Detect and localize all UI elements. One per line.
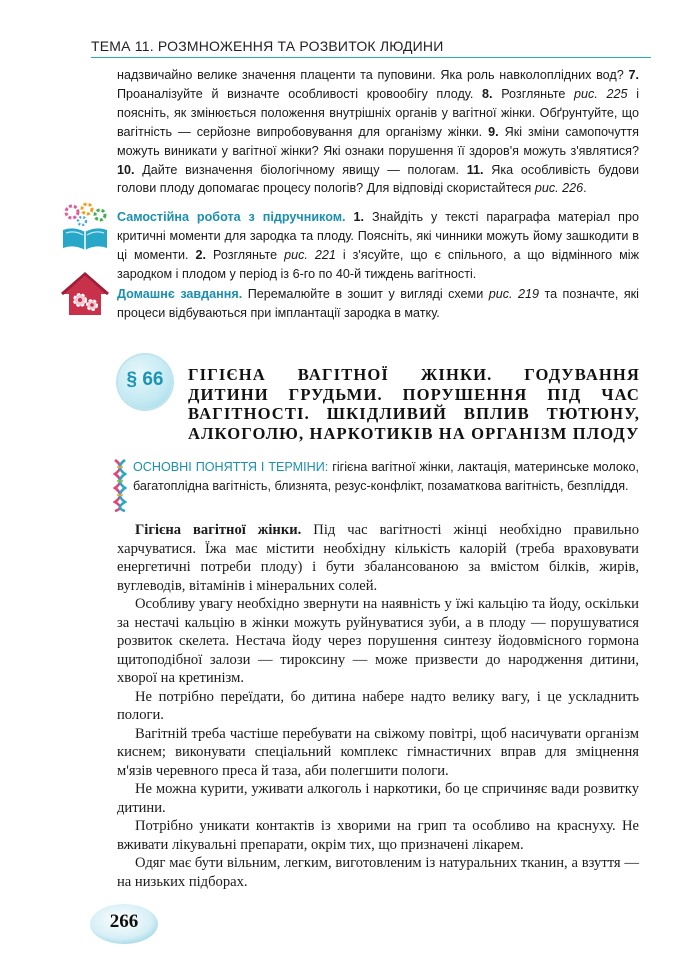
paragraph: Одяг має бути вільним, легким, виготовленим із натуральних тканин, а взуття — на низьких підборах. <box>117 855 639 890</box>
question-text: . <box>583 181 587 196</box>
key-terms-text: гігієна вагітної жінки, лактація, материнське молоко, багатоплідна вагітність, близнята, резус-конфлікт, позаматкова вагітність, безпліддя. <box>133 460 640 493</box>
questions-block <box>117 66 639 198</box>
paragraph <box>117 521 639 595</box>
homework-label: Домашнє завдання. <box>117 287 243 301</box>
question-text: надзвичайно велике значення плаценти та пуповини. Яка роль навколоплідних вод? <box>117 68 629 82</box>
paragraph: Не можна курити, уживати алкоголь і наркотики, бо це спричиняє вади розвитку дитини. <box>117 781 639 816</box>
task-number: 2. <box>195 247 207 262</box>
section-number-badge <box>118 355 172 409</box>
question-number: 8. <box>482 86 493 101</box>
task-text: Знайдіть у тексті параграфа матеріал про критичні моменти для зародка та плоду. Поясніть, які чинники можуть йому зашкодити в ці моменти. <box>117 210 640 262</box>
question-number: 7. <box>628 68 639 82</box>
figure-reference: рис. 221 <box>284 247 336 262</box>
figure-reference: рис. 225 <box>574 86 628 101</box>
figure-reference: рис. 226 <box>534 181 584 196</box>
paragraph: Особливу увагу необхідно звернути на наявність у їжі кальцію та йоду, оскільки за нестачі кальцію в жінки можуть руйнуватися зуби, а в плоду — порушуватися розвиток скелета. Нестача йоду через порушення синтезу йодовмісного гормона щитоподібної залози — тироксину — може призвести до народження дитини, хворої на кретинізм. <box>117 596 639 686</box>
section-number: § 66 <box>126 369 164 390</box>
task-number: 1. <box>353 210 365 224</box>
dna-icon <box>112 458 128 512</box>
question-number: 11. <box>466 162 484 177</box>
homework-text: та позначте, які процеси відбуваються при імплантації зародка в матку. <box>117 287 639 320</box>
self-work-block <box>117 208 639 284</box>
paragraph-text: Під час вагітності жінці необхідно правильно харчуватися. Їжа має містити необхідну кількість калорій (треба враховувати енергетичні потреби плоду) і бути збалансованою за вмістом білків, жирів, вуглеводів, вітамінів і мінеральних солей. <box>117 522 639 594</box>
paragraph: Потрібно уникати контактів із хворими на грип та особливо на краснуху. Не вживати лікувальні препарати, окрім тих, що призначені лікарем. <box>117 818 639 853</box>
question-text: і поясніть, як змінюється положення внутрішніх органів у вагітної жінки. Обґрунтуйте, що вагітність — серйозне випробовування для організму жінки. <box>117 86 639 139</box>
homework-text: Перемалюйте в зошит у вигляді схеми <box>242 287 489 301</box>
question-number: 9. <box>488 124 499 139</box>
section-title: ГІГІЄНА ВАГІТНОЇ ЖІНКИ. ГОДУВАННЯ ДИТИНИ ГРУДЬМИ. ПОРУШЕННЯ ПІД ЧАС ВАГІТНОСТІ. ШКІДЛИВИЙ ВПЛИВ ТЮТЮНУ, АЛКОГОЛЮ, НАРКОТИКІВ НА ОРГАНІЗМ ПЛОДУ <box>188 365 640 443</box>
question-text: Яка особливість будови голови плоду допомагає процесу пологів? Для відповіді скористайтеся <box>117 162 639 196</box>
paragraph: Не потрібно переїдати, бо дитина набере надто велику вагу, і це ускладнить пологи. <box>117 688 639 723</box>
figure-reference: рис. 219 <box>488 287 539 301</box>
question-text: Дайте визначення біологічному явищу — пологам. <box>134 162 467 177</box>
task-text: і з'ясуйте, що є спільного, а що відмінного між зародком і плодом у період із 6-го по 40-й тиждень вагітності. <box>117 247 639 281</box>
page-number: 266 <box>109 911 139 932</box>
self-work-label: Самостійна робота з підручником. <box>117 210 346 224</box>
question-text: Які зміни самопочуття можуть виникати у вагітної жінки? Які ознаки порушення її здоров'я можуть з'являтися? <box>117 124 639 158</box>
paragraph: Вагітній треба частіше перебувати на свіжому повітрі, щоб насичувати організм киснем; виконувати спеціальний комплекс гімнастичних вправ для зміцнення м'язів черевного преса й таза, аби полегшити пологи. <box>117 725 639 779</box>
question-text: Проаналізуйте й визначте особливості кровообігу плоду. <box>117 86 483 101</box>
key-terms-block <box>133 458 639 496</box>
main-text <box>117 521 639 891</box>
paragraph-heading: Гігієна вагітної жінки. <box>135 522 302 538</box>
key-terms-label: ОСНОВНІ ПОНЯТТЯ І ТЕРМІНИ: <box>133 460 329 474</box>
book-gears-icon <box>60 200 110 252</box>
question-number: 10. <box>117 162 135 177</box>
task-text: Розгляньте <box>206 247 285 262</box>
page-number-box <box>88 902 160 946</box>
homework-block <box>117 285 639 323</box>
page-header <box>91 38 651 58</box>
topic-title: ТЕМА 11. РОЗМНОЖЕННЯ ТА РОЗВИТОК ЛЮДИНИ <box>91 38 444 54</box>
house-gears-icon <box>60 272 110 318</box>
question-text: Розгляньте <box>492 86 575 101</box>
